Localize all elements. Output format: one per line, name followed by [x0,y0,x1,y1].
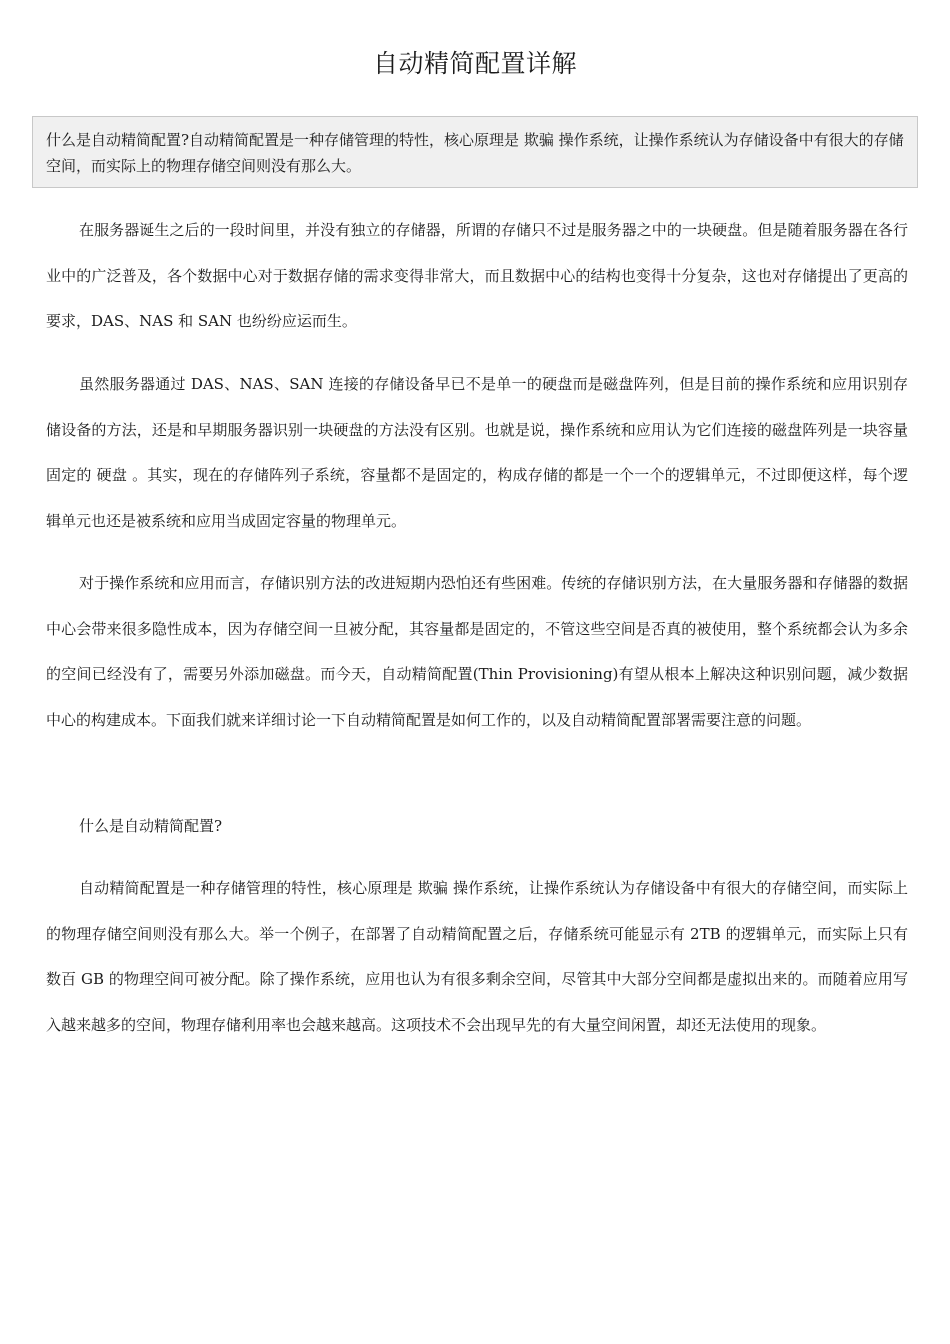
abstract-box [32,116,918,188]
paragraph-storage-cost: 对于操作系统和应用而言，存储识别方法的改进短期内恐怕还有些困难。传统的存储识别方法，在大量服务器和存储器的数据中心会带来很多隐性成本，因为存储空间一旦被分配，其容量都是固定的，不管这些空间是否真的被使用，整个系统都会认为多余的空间已经没有了，需要另外添加磁盘。而今天，自动精简配置(Thin Provisioning)有望从根本上解决这种识别问题，减少数据中心的构建成本。下面我们就来详细讨论一下自动精简配置是如何工作的，以及自动精简配置部署需要注意的问题。 [46,574,908,729]
document-title: 自动精简配置详解 [372,49,577,78]
paragraph-server-history: 在服务器诞生之后的一段时间里，并没有独立的存储器，所谓的存储只不过是服务器之中的一块硬盘。但是随着服务器在各行业中的广泛普及，各个数据中心对于数据存储的需求变得非常大，而且数据中心的结构也变得十分复杂，这也对存储提出了更高的要求，DAS、NAS 和 SAN 也纷纷应运而生。 [46,221,908,330]
paragraph-disk-array: 虽然服务器通过 DAS、NAS、SAN 连接的存储设备早已不是单一的硬盘而是磁盘阵列，但是目前的操作系统和应用识别存储设备的方法，还是和早期服务器识别一块硬盘的方法没有区别。也就是说，操作系统和应用认为它们连接的磁盘阵列是一块容量固定的 硬盘 。其实，现在的存储阵列子系统，容量都不是固定的，构成存储的都是一个一个的逻辑单元，不过即便这样，每个逻辑单元也还是被系统和应用当成固定容量的物理单元。 [46,375,908,530]
paragraph-thin-provisioning-definition: 自动精简配置是一种存储管理的特性，核心原理是 欺骗 操作系统，让操作系统认为存储设备中有很大的存储空间，而实际上的物理存储空间则没有那么大。举一个例子，在部署了自动精简配置之后，存储系统可能显示有 2TB 的逻辑单元，而实际上只有数百 GB 的物理空间可被分配。除了操作系统，应用也认为有很多剩余空间，尽管其中大部分空间都是虚拟出来的。而随着应用写入越来越多的空间，物理存储利用率也会越来越高。这项技术不会出现早先的有大量空间闲置，却还无法使用的现象。 [46,879,908,1034]
section-heading-what-is-thin-provisioning: 什么是自动精简配置? [79,817,223,835]
abstract-text: 什么是自动精简配置?自动精简配置是一种存储管理的特性，核心原理是 欺骗 操作系统，让操作系统认为存储设备中有很大的存储空间，而实际上的物理存储空间则没有那么大。 [46,131,904,175]
